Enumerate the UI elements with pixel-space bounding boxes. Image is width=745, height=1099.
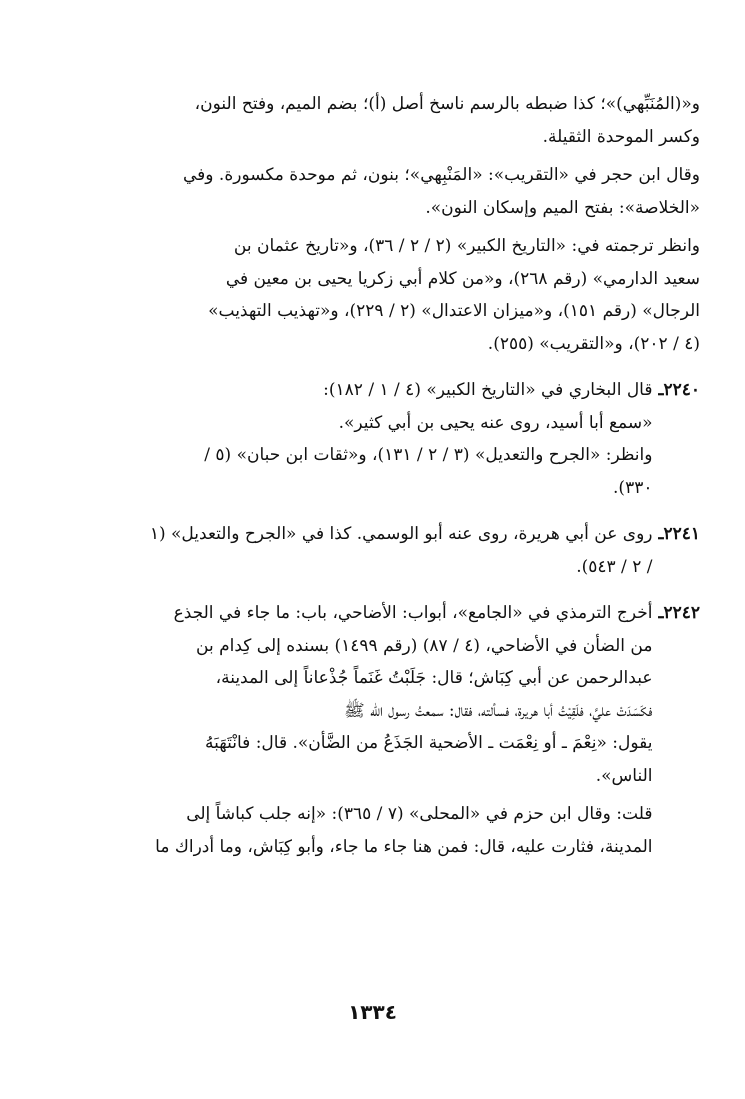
- text-line: عبدالرحمن عن أبي كِبَاش؛ قال: جَلَبْتُ غَنَماً جُذْعاناً إلى المدينة،: [215, 668, 653, 688]
- footnote-paragraph-2: [68, 159, 700, 224]
- entry-number: ٢٢٤٠ـ: [658, 380, 700, 400]
- entry-2242: [68, 597, 700, 863]
- entry-body: [68, 597, 652, 863]
- page-number: ١٣٣٤: [348, 1000, 397, 1024]
- footnote-paragraph-3: [68, 230, 700, 360]
- text-line: (٤ / ٢٠٢)، و«التقريب» (٢٥٥).: [487, 333, 700, 354]
- entry-number: ٢٢٤١ـ: [658, 524, 700, 544]
- footnote-paragraph-1: [68, 88, 700, 153]
- text-line: يقول: «نِعْمَ ـ أو نِعْمَت ـ الأضحية الجَذَعُ من الضَّأن». قال: فانْتَهَبَهُ: [205, 733, 653, 753]
- text-line: وانظر: «الجرح والتعديل» (٣ / ٢ / ١٣١)، و«ثقات ابن حبان» (٥ /: [204, 445, 653, 465]
- text-line: الرجال» (رقم ١٥١)، و«ميزان الاعتدال» (٢ / ٢٢٩)، و«تهذيب التهذيب»: [208, 301, 700, 321]
- text-line: «الخلاصة»: بفتح الميم وإسكان النون».: [425, 197, 700, 218]
- text-line: و«(المُنَبِّهي)»؛ كذا ضبطه بالرسم ناسخ أصل (أ)؛ بضم الميم، وفتح النون،: [194, 94, 700, 114]
- entry-body: [68, 518, 652, 583]
- text-line: ٣٣٠).: [613, 477, 653, 498]
- text-line: قال البخاري في «التاريخ الكبير» (٤ / ١ / ١٨٢):: [323, 380, 653, 400]
- quote-line: «سمع أبا أسيد، روى عنه يحيى بن أبي كثير».: [338, 412, 653, 433]
- text-line: / ٢ / ٥٤٣).: [576, 556, 653, 577]
- text-line: روى عن أبي هريرة، روى عنه أبو الوسمي. كذا في «الجرح والتعديل» (١: [149, 524, 653, 544]
- page-content: [68, 88, 700, 863]
- text-line: المدينة، فثارت عليه، قال: فمن هنا جاء ما جاء، وأبو كِبَاش، وما أدراك ما: [155, 836, 653, 857]
- text-line: من الضأن في الأضاحي، (٤ / ٨٧) (رقم ١٤٩٩) بسنده إلى كِدام بن: [196, 635, 653, 656]
- text-line: أخرج الترمذي في «الجامع»، أبواب: الأضاحي، باب: ما جاء في الجذع: [173, 603, 653, 623]
- entry-2241: [68, 518, 700, 583]
- text-line: وقال ابن حجر في «التقريب»: «المَنْبِهي»؛ بنون، ثم موحدة مكسورة. وفي: [183, 165, 700, 185]
- text-line: قلت: وقال ابن حزم في «المحلى» (٧ / ٣٦٥): «إنه جلب كباشاً إلى: [186, 804, 653, 824]
- text-line: الناس».: [595, 765, 653, 786]
- text-line: سعيد الدارمي» (رقم ٢٦٨)، و«من كلام أبي زكريا يحيى بن معين في: [225, 268, 700, 289]
- text-line: وكسر الموحدة الثقيلة.: [542, 126, 700, 147]
- entry-body: [68, 374, 652, 504]
- text-line: فكَسَدَتْ عليَّ، فلَقِيْتُ أبا هريرة، فسألته، فقال: سمعتُ رسول الله ﷺ: [344, 700, 653, 721]
- text-line: وانظر ترجمته في: «التاريخ الكبير» (٢ / ٢ / ٣٦)، و«تاريخ عثمان بن: [233, 236, 700, 256]
- entry-number: ٢٢٤٢ـ: [658, 603, 700, 623]
- entry-2240: [68, 374, 700, 504]
